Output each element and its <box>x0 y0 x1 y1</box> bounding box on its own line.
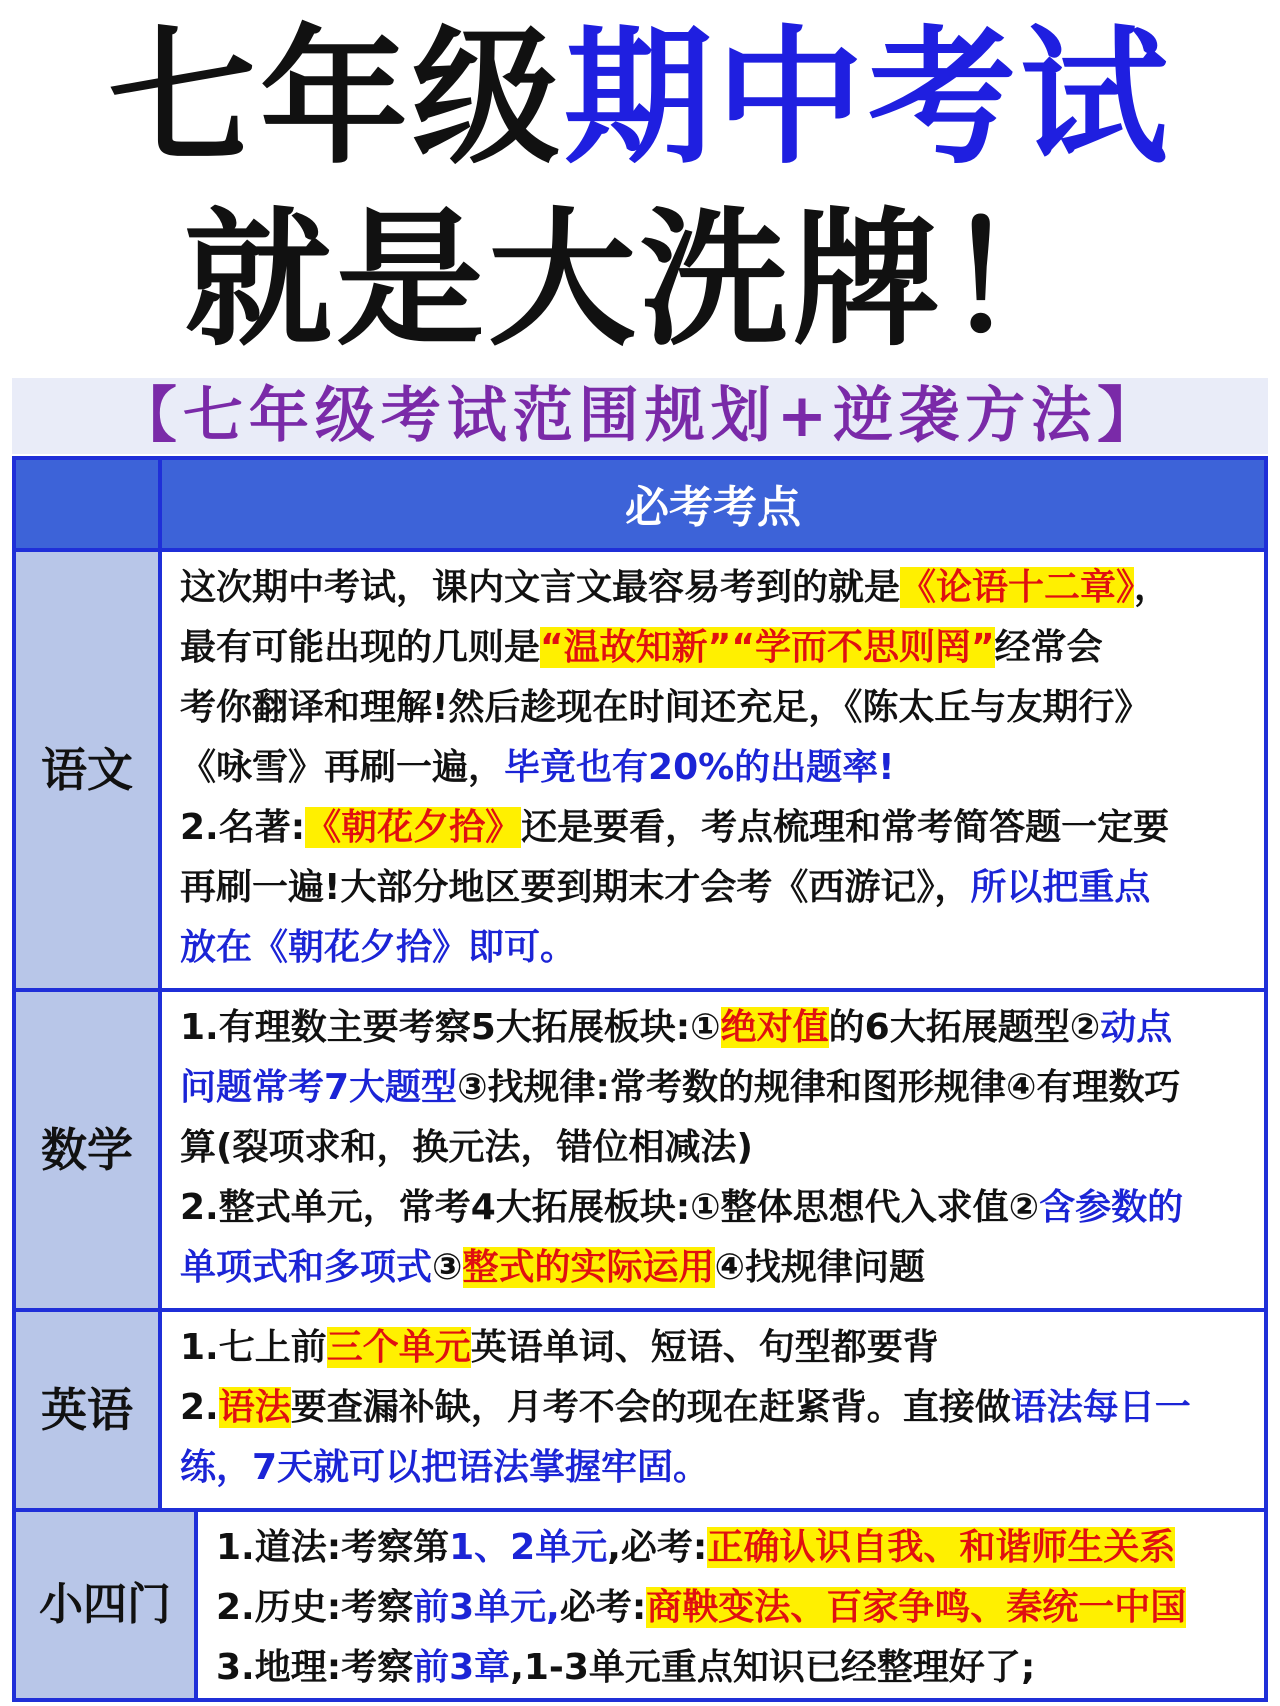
body-text: 必考: <box>559 1587 647 1628</box>
table-header-row <box>16 460 1264 548</box>
content-line <box>180 858 1254 918</box>
subject-label: 小四门 <box>16 1512 194 1698</box>
subject-label: 英语 <box>16 1312 158 1508</box>
body-text: ④找规律问题 <box>714 1247 925 1288</box>
emphasis-text: 含参数的 <box>1039 1187 1184 1228</box>
highlight-text: 三个单元 <box>326 1327 471 1368</box>
body-text: 英语单词、短语、句型都要背 <box>470 1327 939 1368</box>
content-line <box>180 618 1254 678</box>
subject-content <box>162 552 1264 988</box>
content-line <box>180 1178 1254 1238</box>
body-text: 算(裂项求和，换元法，错位相减法) <box>180 1127 753 1168</box>
body-text: 最有可能出现的几则是 <box>180 627 541 668</box>
body-text: 2.整式单元，常考4大拓展板块:①整体思想代入求值② <box>180 1187 1040 1228</box>
body-text: 考你翻译和理解!然后趁现在时间还充足，《陈太丘与友期行》 <box>180 687 1151 728</box>
subject-label: 数学 <box>16 992 158 1308</box>
subject-content <box>162 992 1264 1308</box>
body-text: ③ <box>432 1247 463 1288</box>
emphasis-text: 问题常考7大题型 <box>180 1067 458 1108</box>
highlight-text: 语法 <box>218 1387 291 1428</box>
content-line <box>180 1058 1254 1118</box>
main-title-line2: 就是大洗牌！ <box>184 194 1096 366</box>
body-text: 还是要看，考点梳理和常考简答题一定要 <box>521 807 1170 848</box>
content-line <box>180 1318 1254 1378</box>
body-text: 再刷一遍!大部分地区要到期末才会考《西游记》， <box>180 867 971 908</box>
body-text: 的6大拓展题型② <box>828 1007 1101 1048</box>
highlight-text: 商鞅变法、百家争鸣、秦统一中国 <box>646 1587 1187 1628</box>
main-title-line1 <box>0 12 1280 184</box>
content-line <box>180 798 1254 858</box>
body-text: 这次期中考试，课内文言文最容易考到的就是 <box>180 567 901 608</box>
title-black-part: 七年级 <box>108 12 564 184</box>
body-text: 2. <box>180 1387 219 1428</box>
emphasis-text: 语法每日一 <box>1010 1387 1191 1428</box>
exam-points-table <box>12 456 1268 1702</box>
highlight-text: 《论语十二章》 <box>900 567 1135 608</box>
subtitle-banner: 【七年级考试范围规划+逆袭方法】 <box>12 378 1268 454</box>
body-text: ,必考: <box>607 1527 708 1568</box>
highlight-text: “温故知新”“学而不思则罔” <box>540 627 995 668</box>
content-line <box>180 918 1254 978</box>
body-text: 经常会 <box>994 627 1103 668</box>
content-line <box>180 998 1254 1058</box>
body-text: 2.名著: <box>180 807 306 848</box>
body-text: 《咏雪》再刷一遍， <box>180 747 505 788</box>
body-text: 2.历史:考察 <box>216 1587 414 1628</box>
emphasis-text: 动点 <box>1100 1007 1173 1048</box>
title-blue-part: 期中考试 <box>564 12 1172 184</box>
emphasis-text: 所以把重点 <box>970 867 1151 908</box>
subject-label: 语文 <box>16 552 158 988</box>
content-line <box>180 1238 1254 1298</box>
emphasis-text: 单项式和多项式 <box>180 1247 433 1288</box>
table-row <box>16 992 1264 1308</box>
highlight-text: 绝对值 <box>720 1007 829 1048</box>
header-empty-cell <box>16 460 158 548</box>
highlight-text: 正确认识自我、和谐师生关系 <box>707 1527 1176 1568</box>
table-row <box>16 1512 1264 1698</box>
content-line <box>180 678 1254 738</box>
body-text: 1.有理数主要考察5大拓展板块:① <box>180 1007 721 1048</box>
table-row <box>16 552 1264 988</box>
subject-content <box>162 1312 1264 1508</box>
content-line <box>216 1578 1254 1638</box>
highlight-text: 《朝花夕拾》 <box>305 807 522 848</box>
emphasis-text: 放在《朝花夕拾》即可。 <box>180 927 577 968</box>
highlight-text: 整式的实际运用 <box>462 1247 715 1288</box>
body-text: 1.道法:考察第 <box>216 1527 450 1568</box>
body-text: ， <box>1134 567 1171 608</box>
content-line <box>216 1638 1254 1698</box>
content-line <box>180 1438 1254 1498</box>
content-line <box>180 1118 1254 1178</box>
body-text: ,1-3单元重点知识已经整理好了; <box>510 1647 1036 1688</box>
content-line <box>180 1378 1254 1438</box>
body-text: 3.地理:考察 <box>216 1647 414 1688</box>
table-row <box>16 1312 1264 1508</box>
body-text: 要查漏补缺，月考不会的现在赶紧背。直接做 <box>290 1387 1011 1428</box>
body-text: ③找规律:常考数的规律和图形规律④有理数巧 <box>457 1067 1181 1108</box>
emphasis-text: 前3单元, <box>413 1587 560 1628</box>
emphasis-text: 前3章 <box>413 1647 511 1688</box>
body-text: 1.七上前 <box>180 1327 327 1368</box>
subject-content <box>198 1512 1264 1698</box>
content-line <box>180 738 1254 798</box>
emphasis-text: 1、2单元 <box>449 1527 608 1568</box>
content-line <box>180 558 1254 618</box>
content-line <box>216 1518 1254 1578</box>
emphasis-text: 练，7天就可以把语法掌握牢固。 <box>180 1447 710 1488</box>
emphasis-text: 毕竟也有20%的出题率! <box>504 747 895 788</box>
table-header-cell: 必考考点 <box>162 460 1264 548</box>
